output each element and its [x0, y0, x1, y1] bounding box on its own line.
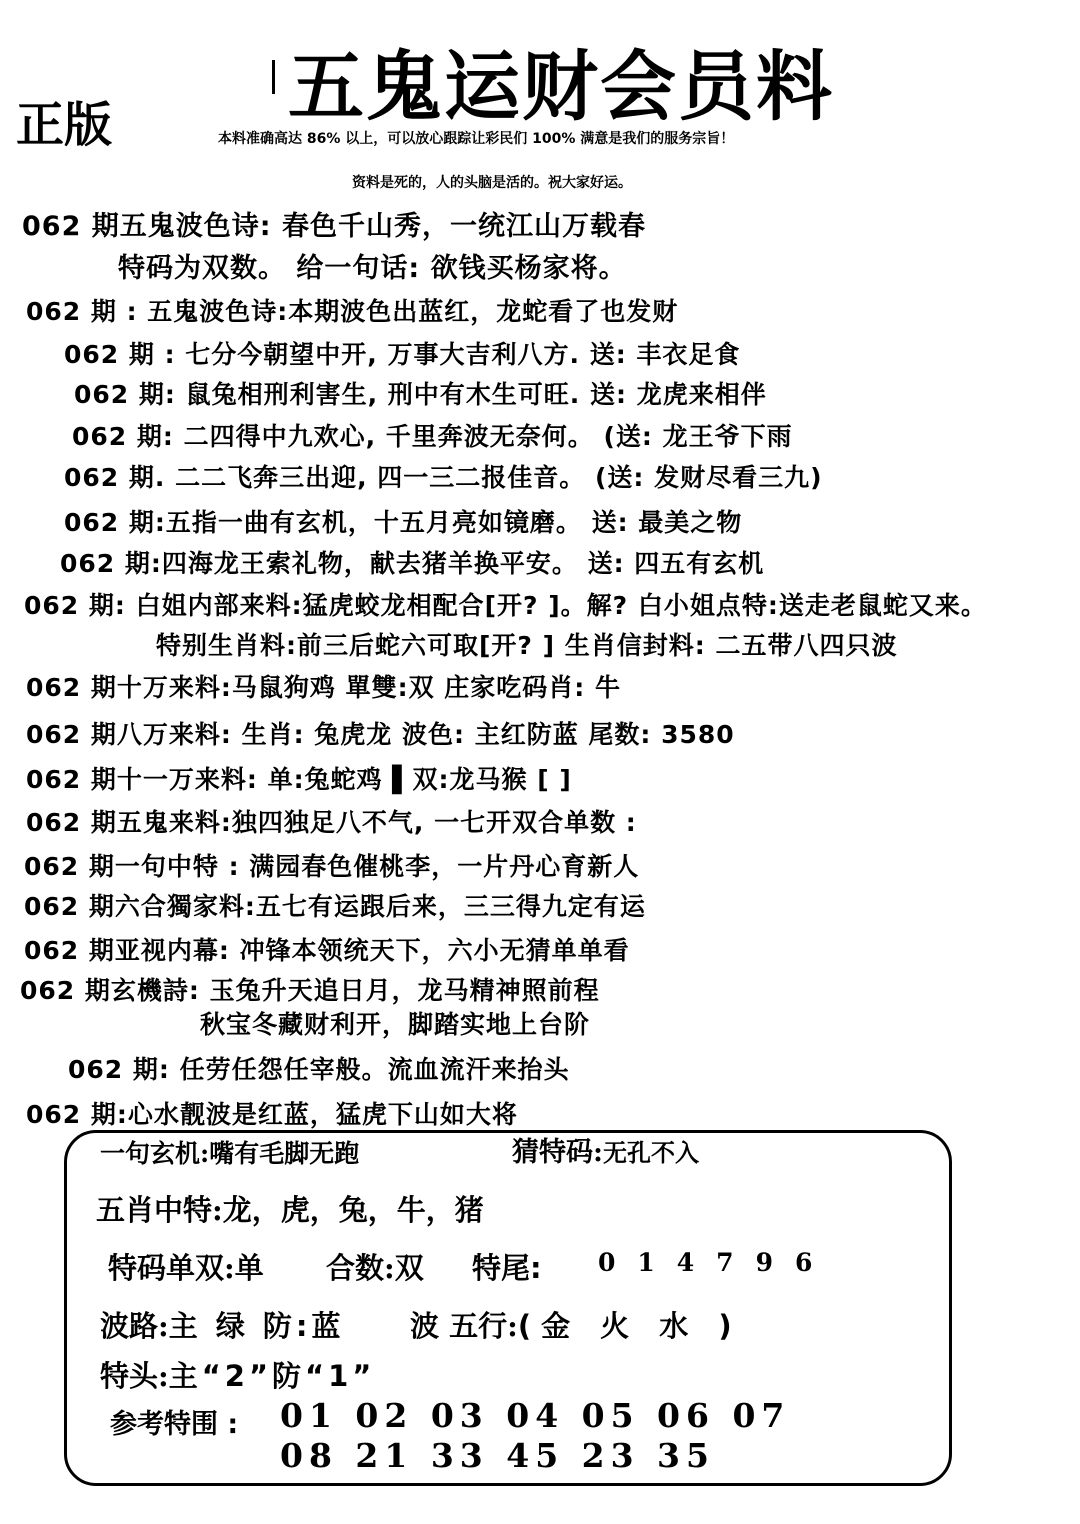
- riddle-value: 嘴有毛脚无跑: [209, 1139, 360, 1168]
- guess-label: 猜特码:: [512, 1137, 603, 1168]
- tagline-luck: 资料是死的，人的头脑是活的。祝大家好运。: [352, 175, 632, 191]
- page-title: 五鬼运财会员料: [288, 42, 834, 131]
- list-item: 特码为双数。 给一句话: 欲钱买杨家将。: [118, 253, 627, 284]
- list-item: 062 期五鬼来料:独四独足八不气, 一七开双合单数 :: [26, 808, 637, 837]
- list-item: 062 期 : 七分今朝望中开, 万事大吉利八方. 送: 丰衣足食: [64, 340, 741, 369]
- list-item: 062 期. 二二飞奔三出迎, 四一三二报佳音。 (送: 发财尽看三九): [64, 463, 823, 492]
- title-bar-mark: [272, 60, 275, 94]
- sum-row: [326, 1246, 424, 1287]
- head-value: 主“2”防“1”: [168, 1359, 376, 1393]
- list-item: 062 期十一万来料: 单:兔蛇鸡 ▌双:龙马猴 [ ]: [26, 765, 572, 794]
- list-item: 062 期: 二四得中九欢心, 千里奔波无奈何。 (送: 龙王爷下雨: [72, 422, 793, 451]
- five-zodiac-value: 龙，虎，兔，牛，猪: [222, 1193, 484, 1227]
- wuxing-row: [410, 1304, 742, 1345]
- reference-numbers-row-1: 01 02 03 04 05 06 07: [280, 1396, 791, 1435]
- sum-value: 双: [394, 1251, 424, 1285]
- wave-label: 波路:: [100, 1309, 169, 1343]
- wuxing-value: (金 火 水 ): [517, 1309, 742, 1343]
- list-item: 062 期一句中特 : 满园春色催桃李，一片丹心育新人: [24, 852, 640, 881]
- five-zodiac-row: [96, 1188, 484, 1229]
- tail-value: 014796: [598, 1248, 835, 1277]
- head-row: [100, 1354, 375, 1395]
- five-zodiac-label: 五肖中特:: [96, 1193, 223, 1227]
- sum-label: 合数:: [326, 1251, 395, 1285]
- list-item: 062 期 : 五鬼波色诗:本期波色出蓝红，龙蛇看了也发财: [26, 297, 679, 326]
- edition-badge: 正版: [16, 97, 113, 153]
- list-item: 062 期十万来料:马鼠狗鸡 單雙:双 庄家吃码肖: 牛: [26, 673, 621, 702]
- list-item: 秋宝冬藏财利开，脚踏实地上台阶: [200, 1010, 591, 1039]
- list-item: 062 期: 鼠兔相刑利害生, 刑中有木生可旺. 送: 龙虎来相伴: [74, 380, 767, 409]
- tail-label: 特尾:: [472, 1251, 542, 1285]
- list-item: 062 期: 白姐内部来料:猛虎蛟龙相配合[开? ]。解? 白小姐点特:送走老鼠蛇又来。: [24, 591, 987, 620]
- wave-value: 主 绿 防:蓝: [168, 1309, 345, 1343]
- head-label: 特头:: [100, 1359, 169, 1393]
- list-item: 062 期六合獨家料:五七有运跟后来，三三得九定有运: [24, 892, 646, 921]
- list-item: 062 期:五指一曲有玄机，十五月亮如镜磨。 送: 最美之物: [64, 508, 743, 537]
- reference-numbers-row-2: 08 21 33 45 23 35: [280, 1436, 715, 1475]
- odd-even-label: 特码单双:: [108, 1251, 235, 1285]
- wave-row: [100, 1304, 345, 1345]
- guess-value: 无孔不入: [602, 1139, 699, 1167]
- odd-even-value: 单: [234, 1251, 264, 1285]
- odd-even-row: [108, 1246, 264, 1287]
- list-item: 062 期:四海龙王索礼物，献去猪羊换平安。 送: 四五有玄机: [60, 549, 765, 578]
- guess-row: [512, 1130, 699, 1169]
- list-item: 062 期: 任劳任怨任宰般。流血流汗来抬头: [68, 1055, 570, 1084]
- riddle-row: [100, 1134, 359, 1170]
- list-item: 062 期玄機詩: 玉兔升天追日月，龙马精神照前程: [20, 976, 600, 1005]
- wuxing-label: 波 五行:: [410, 1309, 518, 1343]
- reference-label: 参考特围 :: [110, 1409, 239, 1440]
- tagline-accuracy: 本料准确高达 86% 以上，可以放心跟踪让彩民们 100% 满意是我们的服务宗旨！: [218, 131, 735, 147]
- list-item: 062 期亚视内幕: 冲锋本领统天下，六小无猜单单看: [24, 936, 630, 965]
- list-item: 062 期五鬼波色诗: 春色千山秀，一统江山万载春: [22, 211, 646, 242]
- list-item: 062 期八万来料: 生肖: 兔虎龙 波色: 主红防蓝 尾数: 3580: [26, 720, 735, 749]
- riddle-label: 一句玄机:: [100, 1139, 210, 1168]
- list-item: 特别生肖料:前三后蛇六可取[开? ] 生肖信封料: 二五带八四只波: [156, 631, 898, 660]
- list-item: 062 期:心水靓波是红蓝，猛虎下山如大将: [26, 1100, 518, 1129]
